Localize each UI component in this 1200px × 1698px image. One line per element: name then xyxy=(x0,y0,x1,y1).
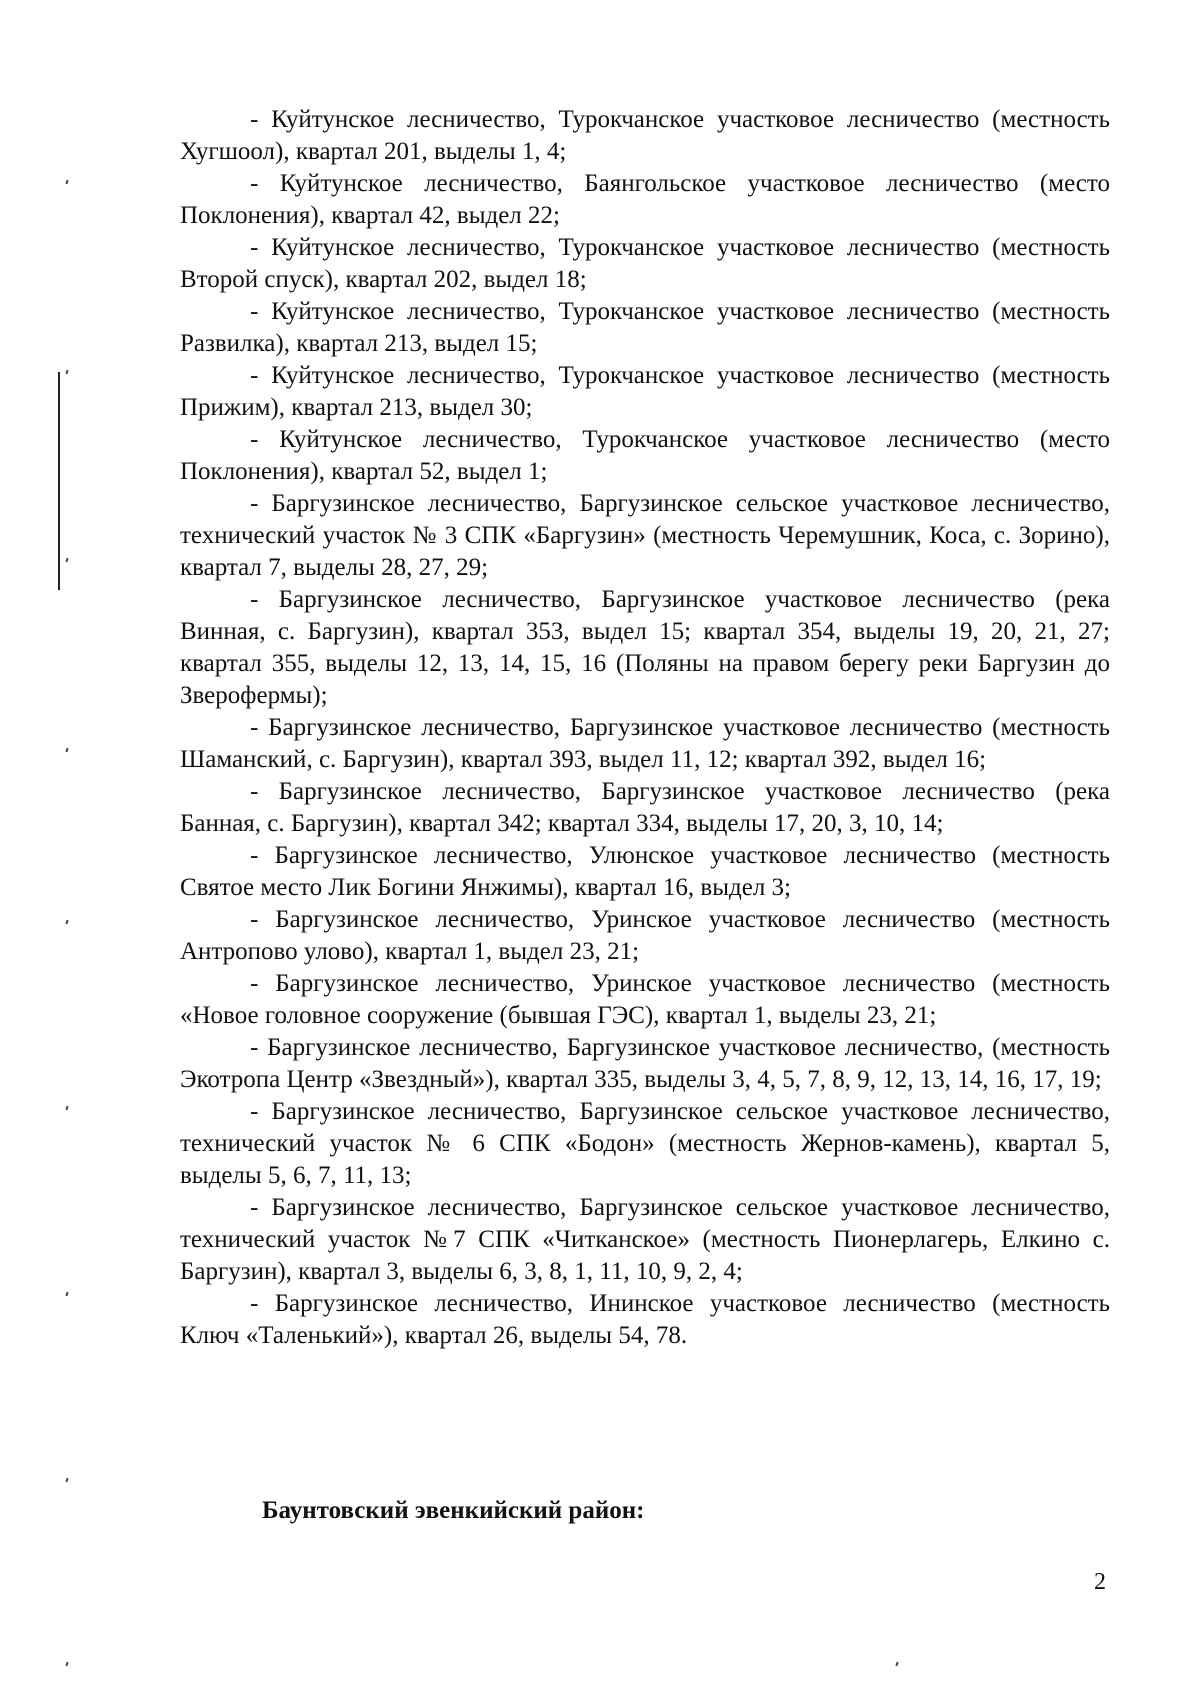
list-item: - Куйтунское лесничество, Турокчанское участковое лесничество (место Поклонения), квартал 52, выдел 1; xyxy=(180,426,1110,485)
scan-speck xyxy=(65,180,68,184)
scan-margin-line xyxy=(58,372,60,590)
scan-speck xyxy=(65,1292,68,1296)
page-number: 2 xyxy=(1094,1569,1106,1595)
list-item: - Баргузинское лесничество, Баргузинское сельское участковое лесничество, технический участок № 6 СПК «Бодон» (местность Жернов-камень), квартал 5, выделы 5, 6, 7, 11, 13; xyxy=(180,1098,1110,1189)
scan-speck xyxy=(65,1478,68,1482)
document-body xyxy=(180,104,1110,1352)
list-item: - Баргузинское лесничество, Улюнское участковое лесничество (местность Святое место Лик Богини Янжимы), квартал 16, выдел 3; xyxy=(180,842,1110,901)
scan-speck xyxy=(65,748,68,752)
list-item: - Баргузинское лесничество, Уринское участковое лесничество (местность «Новое головное сооружение (бывшая ГЭС), квартал 1, выделы 23, 21; xyxy=(180,970,1110,1029)
list-item: - Куйтунское лесничество, Баянгольское участковое лесничество (место Поклонения), квартал 42, выдел 22; xyxy=(180,170,1110,229)
list-item: - Баргузинское лесничество, Баргузинское сельское участковое лесничество, технический участок №7 СПК «Читканское» (местность Пионерлагерь, Елкино с. Баргузин), квартал 3, выделы 6, 3, 8, 1, 11, 10, 9, 2, 4; xyxy=(180,1194,1110,1285)
scan-speck xyxy=(65,370,68,374)
list-item: - Куйтунское лесничество, Турокчанское участковое лесничество (местность Второй спуск), квартал 202, выдел 18; xyxy=(180,234,1110,293)
scan-speck xyxy=(65,558,68,562)
list-item: - Баргузинское лесничество, Баргузинское участковое лесничество (местность Шаманский, с. Баргузин), квартал 393, выдел 11, 12; квартал 392, выдел 16; xyxy=(180,714,1110,773)
list-item: - Баргузинское лесничество, Баргузинское участковое лесничество, (местность Экотропа Центр «Звездный»), квартал 335, выделы 3, 4, 5, 7, 8, 9, 12, 13, 14, 16, 17, 19; xyxy=(180,1034,1110,1093)
list-item: - Баргузинское лесничество, Уринское участковое лесничество (местность Антропово улово), квартал 1, выдел 23, 21; xyxy=(180,906,1110,965)
section-heading: Баунтовский эвенкийский район: xyxy=(262,1497,645,1524)
list-item: - Куйтунское лесничество, Турокчанское участковое лесничество (местность Хугшоол), квартал 201, выделы 1, 4; xyxy=(180,106,1110,165)
scan-speck xyxy=(65,1106,68,1110)
scan-speck xyxy=(65,920,68,924)
list-item: - Баргузинское лесничество, Баргузинское участковое лесничество (река Винная, с. Баргузин), квартал 353, выдел 15; квартал 354, выделы 19, 20, 21, 27; квартал 355, выделы 12, 13, 14, 15, 16 (Поляны на правом берегу реки Баргузин до Зверофермы); xyxy=(180,586,1110,709)
list-item: - Куйтунское лесничество, Турокчанское участковое лесничество (местность Прижим), квартал 213, выдел 30; xyxy=(180,362,1110,421)
list-item: - Баргузинское лесничество, Баргузинское сельское участковое лесничество, технический участок № 3 СПК «Баргузин» (местность Черемушник, Коса, с. Зорино), квартал 7, выделы 28, 27, 29; xyxy=(180,490,1110,581)
list-item: - Баргузинское лесничество, Баргузинское участковое лесничество (река Банная, с. Баргузин), квартал 342; квартал 334, выделы 17, 20, 3, 10, 14; xyxy=(180,778,1110,837)
list-item: - Куйтунское лесничество, Турокчанское участковое лесничество (местность Развилка), квартал 213, выдел 15; xyxy=(180,298,1110,357)
scan-speck xyxy=(895,1662,898,1666)
list-item: - Баргузинское лесничество, Ининское участковое лесничество (местность Ключ «Таленький»), квартал 26, выделы 54, 78. xyxy=(180,1290,1110,1349)
scan-speck xyxy=(65,1662,68,1666)
